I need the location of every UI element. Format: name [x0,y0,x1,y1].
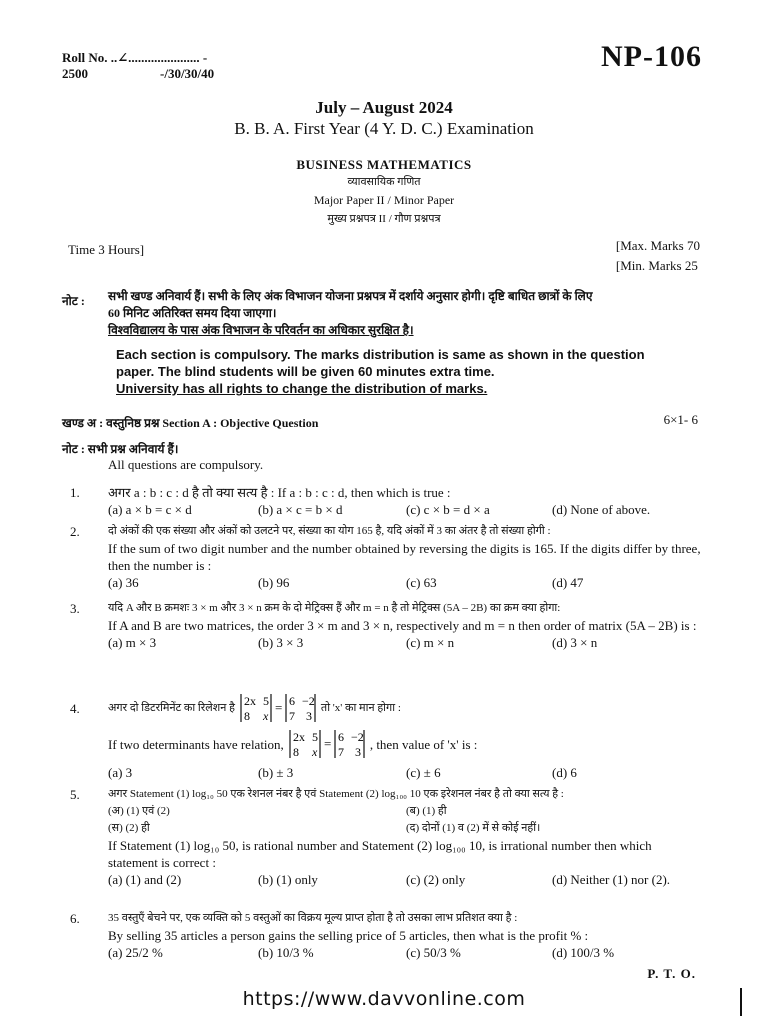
det-right-c: 7 [337,745,344,759]
question-text: अगर a : b : c : d है तो क्या सत्य है : If a : b : c : d, then which is true : [108,485,451,500]
note-english-line: Each section is compulsory. The marks distribution is same as shown in the question [116,347,645,362]
roll-number: Roll No. ..∠...................... - [62,50,208,65]
note-hindi-line: सभी खण्ड अनिवार्य हैं। सभी के लिए अंक विभाजन योजना प्रश्नपत्र में दर्शाये अनुसार होगी। दृष्टि बाधित छात्रों के लिए [108,289,593,303]
question-6 [62,910,702,961]
please-turn-over: P. T. O. [647,966,696,981]
det-right-a: 6 [337,730,344,744]
hindi-option-c: (स) (2) ही [108,822,150,834]
paper-code: NP-106 [601,40,702,73]
section-note-english: All questions are compulsory. [108,457,264,472]
hindi-options-row [108,803,702,820]
question-4 [62,692,702,781]
option-c: (c) c × b = d × a [406,502,490,517]
svg-text:=: = [274,700,283,715]
option-d: (d) 100/3 % [552,945,615,960]
question-1 [62,484,702,518]
marks-block [616,236,700,276]
hindi-option-d: (द) दोनों (1) व (2) में से कोई नहीं। [406,822,541,834]
det-right-b: −2 [350,730,364,744]
min-marks: [Min. Marks 25 [615,258,698,273]
option-d: (d) 47 [552,575,584,590]
det-left-c: 8 [292,745,299,759]
option-a: (a) a × b = c × d [108,502,192,517]
option-c: (c) m × n [406,635,455,650]
note-hindi [108,288,708,339]
options-row [108,501,702,518]
question-text-hindi: यदि A और B क्रमशः 3 × m और 3 × n क्रम के दो मेट्रिक्स हैं और m = n है तो मेट्रिक्स (5A – 2B) का क्रम क्या होगा: [108,602,561,614]
option-d: (d) None of above. [552,502,651,517]
option-b: (b) ± 3 [258,765,294,780]
options-row [108,944,702,961]
det-left-c: 8 [243,709,250,723]
det-right-d: 3 [305,709,312,723]
options-row [108,871,702,888]
hindi-option-b: (ब) (1) ही [406,805,447,817]
question-number: 5. [70,787,80,802]
options-row [108,764,702,781]
det-left-d: x [311,745,318,759]
website-url[interactable]: https://www.davvonline.com [242,988,526,1010]
determinant-equation [239,692,317,724]
det-right-d: 3 [354,745,361,759]
question-text-english-tail: , then value of 'x' is : [369,736,478,752]
option-c: (c) (2) only [406,872,466,887]
question-text-english: If Statement (1) log₁₀ 50, is rational number and Statement (2) log₁₀₀ 10, is irrational number then which statement is correct : [108,838,652,870]
note-label: नोट : [62,294,85,308]
max-marks: [Max. Marks 70 [615,238,700,253]
option-c: (c) 63 [406,575,437,590]
option-d: (d) 3 × n [552,635,598,650]
option-a: (a) 25/2 % [108,945,163,960]
option-b: (b) (1) only [258,872,318,887]
det-left-a: 2x [292,730,305,744]
determinant-equation [288,728,366,760]
det-right-a: 6 [288,694,295,708]
option-d: (d) Neither (1) nor (2). [552,872,671,887]
question-text-english: If A and B are two matrices, the order 3 × m and 3 × n, respectively and m = n then order of matrix (5A – 2B) is : [108,618,697,633]
page-edge-mark [740,988,742,1016]
exam-title: B. B. A. First Year (4 Y. D. C.) Examination [234,119,534,138]
hindi-options-row [108,820,702,837]
question-text-hindi: 35 वस्तुएँ बेचने पर, एक व्यक्ति को 5 वस्तुओं का विक्रय मूल्य प्राप्त होता है तो उसका लाभ प्रतिशत क्या है : [108,912,518,924]
exam-time: Time 3 Hours] [68,242,145,257]
det-right-b: −2 [301,694,315,708]
question-text-english: If the sum of two digit number and the number obtained by reversing the digits is 165. If the digits differ by three, then the number is : [108,541,701,573]
option-c: (c) 50/3 % [406,945,461,960]
subject-title-hindi: व्यावसायिक गणित [347,176,421,188]
paper-type-hindi: मुख्य प्रश्नपत्र II / गौण प्रश्नपत्र [327,213,441,225]
note-english-line: paper. The blind students will be given 60 minutes extra time. [116,364,495,379]
options-row [108,634,702,651]
question-3 [62,600,702,651]
det-left-d: x [262,709,269,723]
question-text-hindi-tail: तो 'x' का मान होगा : [320,701,401,714]
note-english-line: University has all rights to change the distribution of marks. [116,381,488,396]
question-2 [62,523,702,591]
det-left-b: 5 [262,694,269,708]
note-english [116,346,706,397]
question-text-english: By selling 35 articles a person gains the selling price of 5 articles, then what is the profit % : [108,928,589,943]
option-b: (b) 3 × 3 [258,635,304,650]
paper-code-right: -/30/30/40 [160,66,215,81]
section-note-hindi: नोट : सभी प्रश्न अनिवार्य हैं। [62,442,179,456]
question-number: 1. [70,485,80,500]
note-hindi-line: विश्वविद्यालय के पास अंक विभाजन के परिवर्तन का अधिकार सुरक्षित है। [108,323,414,337]
question-text-hindi: दो अंकों की एक संख्या और अंकों को उलटने पर, संख्या का योग 165 है, यदि अंकों में 3 का अंतर है तो संख्या होगी : [108,525,551,537]
svg-text:=: = [323,736,332,751]
option-a: (a) 3 [108,765,133,780]
question-text-english: If two determinants have relation, [108,736,284,752]
option-b: (b) 10/3 % [258,945,314,960]
question-number: 2. [70,524,80,539]
option-a: (a) (1) and (2) [108,872,182,887]
option-c: (c) ± 6 [406,765,441,780]
question-5 [62,786,702,888]
question-number: 3. [70,601,80,616]
question-text-hindi: अगर दो डिटरमिनेंट का रिलेशन है [108,701,235,714]
options-row [108,574,702,591]
question-text-english-row [108,728,702,760]
paper-code-left: 2500 [62,66,88,81]
option-b: (b) a × c = b × d [258,502,343,517]
hindi-option-a: (अ) (1) एवं (2) [108,805,170,817]
det-left-b: 5 [311,730,318,744]
question-number: 4. [70,701,80,716]
section-marks: 6×1- 6 [663,412,698,427]
det-right-c: 7 [288,709,295,723]
exam-session: July – August 2024 [315,98,453,117]
subject-title: BUSINESS MATHEMATICS [296,157,472,172]
option-a: (a) 36 [108,575,139,590]
det-left-a: 2x [243,694,256,708]
question-text-hindi-row [108,692,702,724]
option-b: (b) 96 [258,575,290,590]
question-text-hindi: अगर Statement (1) log₁₀ 50 एक रेशनल नंबर है एवं Statement (2) log₁₀₀ 10 एक इरेशनल नंबर है तो क्या सत्य है : [108,788,564,800]
option-a: (a) m × 3 [108,635,157,650]
question-number: 6. [70,911,80,926]
section-title: खण्ड अ : वस्तुनिष्ठ प्रश्न Section A : Objective Question [62,416,319,430]
option-d: (d) 6 [552,765,577,780]
paper-type: Major Paper II / Minor Paper [313,193,455,207]
note-hindi-line: 60 मिनिट अतिरिक्त समय दिया जाएगा। [108,306,277,320]
